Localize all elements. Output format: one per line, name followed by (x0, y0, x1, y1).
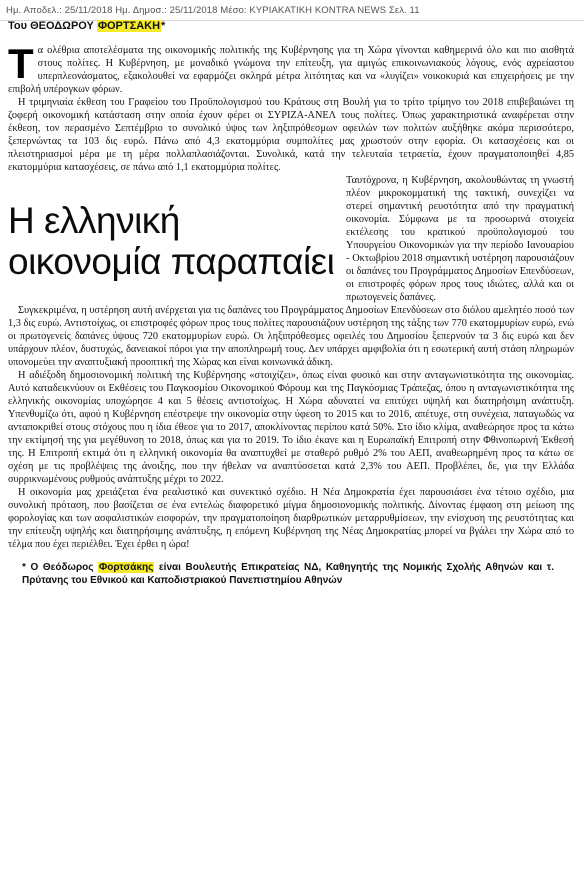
paragraph-2: Η τριμηνιαία έκθεση του Γραφείου του Προϋπολογισμού του Κράτους στη Βουλή για το τρίτο τρίμηνο του 2018 επιβεβαιώνει τη ζοφερή οικονομική κατάσταση στην οποία έχουν φέρει οι ΣΥΡΙΖΑ-ΑΝΕΛ τους πολίτες. Όπως χαρακτηριστικά αναφέρεται στην έκθεση, τον περασμένο Σεπτέμβριο το συνολικό ύψος των ληξιπρόθεσμων οφειλών των πολιτών αυξήθηκε ακόμα περισσότερο, ξεπερνώντας τα 103 δις ευρώ. Πάνω από 4,3 εκατομμύρια συμπολίτες μας χρωστούν στην εφορία. Οι κατασχέσεις και οι πλειστηριασμοί μέρα με τη μέρα πολλαπλασιάζονται. Συνολικά, κατά την τελευταία τετραετία, έχουν πραγματοποιηθεί 4,85 εκατομμύρια κατασχέσεις, σε πάνω από 1,1 εκατομμύρια πολίτες. (8, 97, 574, 173)
side-column (340, 174, 574, 304)
paragraph-5: Η αδιέξοδη δημοσιονομική πολιτική της Κυβέρνησης «στοιχίζει», όπως είναι φυσικό και στην ανταγωνιστικότητα της οικονομίας. Αυτό καταδεικνύουν οι Εκθέσεις του Παγκοσμίου Οικονομικού Φόρουμ και της Παγκόσμιας Τράπεζας, όπου η ανταγωνιστικότητα της ελληνικής οικονομίας υποχώρησε 4 και 5 θέσεις αντιστοίχως. Η Χώρα αδυνατεί να επιτύχει υψηλή και διατηρήσιμη ανάπτυξη. Υπενθυμίζω ότι, αφού η Κυβέρνηση επέστρεψε την οικονομία στην ύφεση το 2015 και το 2016, απέτυχε, στη συνέχεια, παταγωδώς να ανταποκριθεί στους στόχους που η ίδια έθεσε για το 2017, αποκλίνοντας περίπου κατά 50%. Στο ίδιο κλίμα, αναθεώρησε προς τα κάτω την εκτίμησή της για μεγέθυνση το 2018, όπως και για το 2019. Το ίδιο έκανε και η Ευρωπαϊκή Επιτροπή στην Φθινοπωρινή Έκθεσή της. Η Επιτροπή εκτιμά ότι η ελληνική οικονομία θα αναπτυχθεί με σταθερό ρυθμό 2% του ΑΕΠ, αναθεωρημένη προς τα κάτω σε σχέση με τις προβλέψεις της άνοιξης, που την ήθελαν να αναπτύσσεται κατά 2,3% του ΑΕΠ. Προβλέπει, δε, για την Ελλάδα συρρικνωμένους ρυθμούς ανάπτυξης μέχρι το 2022. (8, 370, 574, 485)
byline-footnote-mark: * (161, 20, 166, 32)
paragraph-4: Συγκεκριμένα, η υστέρηση αυτή ανέρχεται για τις δαπάνες του Προγράμματος Δημοσίων Επενδύσεων στο διόλου αμελητέο ποσό των 1,3 δις ευρώ. Αντιστοίχως, οι επιστροφές φόρων προς τους πολίτες παρουσιάζουν υστέρηση της τάξης των 770 εκατομμυρίων ευρώ, ενώ οι πρωτογενείς δαπάνες ύψους 720 εκατομμυρίων ευρώ. Οι ληξιπρόθεσμες οφειλές του Δημοσίου ξεπερνούν τα 3 δις ευρώ και δεν υπάρχουν πλέον, δυστυχώς, δανειακοί πόροι για την αποπληρωμή τους. Δεν υπάρχει αμφιβολία ότι η εσωτερική αυτή στάση πληρωμών υπονομεύει την αναπτυξιακή προοπτική της Χώρας και είναι κοινωνικά άδικη. (8, 305, 574, 368)
byline (8, 20, 165, 32)
byline-author-surname: ΦΟΡΤΣΑΚΗ (97, 20, 161, 32)
drop-cap: Τ (8, 40, 34, 87)
clipping-metadata: Ημ. Αποδελ.: 25/11/2018 Ημ. Δημοσ.: 25/11/2018 Μέσο: ΚΥΡΙΑΚΑΤΙΚΗ KONTRA NEWS Σελ. 11 (6, 5, 420, 16)
headline-line-1: Η ελληνική (8, 200, 180, 241)
headline (8, 174, 340, 304)
author-footnote (8, 561, 574, 587)
headline-section (8, 174, 574, 304)
footnote-text: είναι Βουλευτής Επικρατείας ΝΔ, Καθηγητής της Νομικής Σχολής Αθηνών και τ. Πρύτανης του Εθνικού και Καποδιστριακού Πανεπιστημίου Αθηνών (22, 562, 554, 586)
paragraph-1-text: α ολέθρια αποτελέσματα της οικονομικής πολιτικής της Κυβέρνησης για τη Χώρα γίνονται καθημερινά όλο και πιο αισθητά στους πολίτες. Η Κυβέρνηση, με μοναδικό γνώμονα την επίτευξη, για αμιγώς επικοινωνιακούς λόγους, ενός αχρείαστου υπερπλεονάσματος, εξακολουθεί να εφαρμόζει σκληρά μέτρα λιτότητας και να «λυγίζει» νοικοκυριά και επιχειρήσεις με την επιβολή υπέρογκων φόρων. (8, 45, 574, 95)
footnote-prefix: * Ο Θεόδωρος (22, 562, 94, 573)
paragraph-6: Η οικονομία μας χρειάζεται ένα ρεαλιστικό και συνεκτικό σχέδιο. Η Νέα Δημοκρατία έχει παρουσιάσει ένα τέτοιο σχέδιο, μια συνολική πρόταση, που βασίζεται σε ένα εντελώς διαφορετικό μίγμα δημοσιονομικής πολιτικής. Δίνοντας έμφαση στη μείωση της φορολογίας και των ασφαλιστικών εισφορών, την πραγματοποίηση διαρθρωτικών μεταρρυθμίσεων, την ενίσχυση της ρευστότητας και την επίτευξη υψηλής και διατηρήσιμης ανάπτυξης, η επόμενη Κυβέρνηση της Νέας Δημοκρατίας μπορεί να βγάλει την Χώρα από το τέλμα που έχει περιέλθει. Έχει έρθει η ώρα! (8, 487, 574, 550)
footnote-author-name: Φορτσάκης (99, 562, 154, 573)
paragraph-3: Ταυτόχρονα, η Κυβέρνηση, ακολουθώντας τη γνωστή πλέον μικροκομματική της τακτική, συνεχίζει να στερεί σημαντική ρευστότητα από την πραγματική οικονομία. Σύμφωνα με τα προσωρινά στοιχεία εκτέλεσης του κρατικού προϋπολογισμού του Υπουργείου Οικονομικών για την περίοδο Ιανουαρίου - Οκτωβρίου 2018 σημαντική υστέρηση παρουσιάζουν οι δαπάνες του Προγράμματος Δημοσίων Επενδύσεων, οι επιστροφές φόρων προς τους ιδιώτες, αλλά και οι πρωτογενείς δαπάνες. (346, 175, 574, 303)
byline-prefix: Του ΘΕΟΔΩΡΟΥ (8, 20, 94, 32)
article-body (8, 40, 574, 587)
paragraph-1 (8, 40, 574, 96)
headline-line-2: οικονομία παραπαίει (8, 241, 335, 282)
